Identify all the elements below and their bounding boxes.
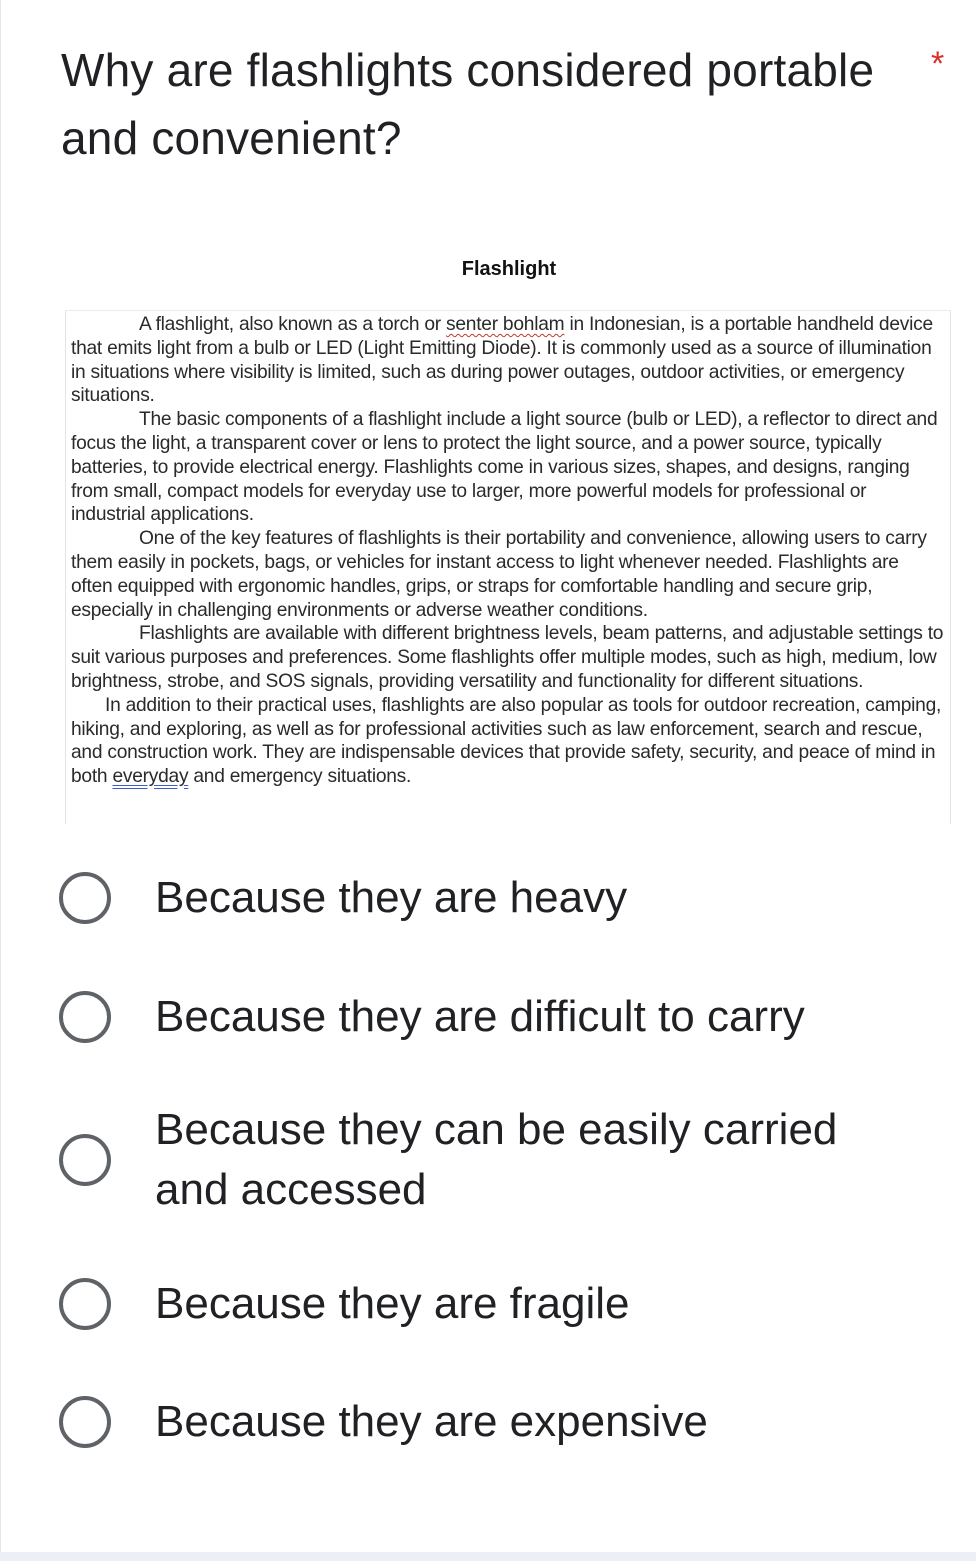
paragraph-text: A flashlight, also known as a torch or — [139, 314, 447, 335]
document-paragraph: Flashlights are available with different brightness levels, beam patterns, and adjustable settings to suit various purposes and preferences. Some flashlights offer multiple modes, such as high, medium, low brightness, strobe, and SOS signals, providing versatility and functionality for different situations. — [71, 623, 944, 692]
option-heavy[interactable] — [59, 868, 939, 928]
page-bottom-edge — [0, 1552, 976, 1561]
document-title: Flashlight — [461, 258, 557, 280]
option-easily-carried[interactable] — [59, 1100, 939, 1220]
option-label[interactable]: Because they are expensive — [155, 1397, 708, 1446]
paragraph-text: and emergency situations. — [188, 766, 412, 788]
document-paragraph: The basic components of a flashlight include a light source (bulb or LED), a reflector to direct and focus the light, a transparent cover or lens to protect the light source, and a power source, typically batteries, to provide electrical energy. Flashlights come in various sizes, shapes, and designs, ranging from small, compact models for everyday use to larger, more powerful models for professional or industrial applications. — [71, 409, 938, 526]
option-fragile[interactable] — [59, 1274, 939, 1334]
required-asterisk: * — [931, 45, 945, 83]
option-label[interactable]: Because they are difficult to carry — [155, 992, 805, 1041]
question-image — [65, 250, 953, 824]
paragraph-text: in Indonesian, is a portable handheld device that emits light from a bulb or LED (Light Emitting Diode). It is commonly used as a source of illumination in situations where visibility is limited, such as during power outages, outdoor activities, or emergency situations. — [71, 314, 933, 407]
radio-button[interactable] — [59, 872, 111, 924]
radio-button[interactable] — [59, 1278, 111, 1330]
document-paragraph: One of the key features of flashlights is their portability and convenience, allowing users to carry them easily in pockets, bags, or vehicles for instant access to light whenever needed. Flashlights are often equipped with ergonomic handles, grips, or straps for comfortable handling and secure grip, especially in challenging environments or adverse weather conditions. — [71, 528, 927, 621]
document-paragraph — [71, 313, 944, 408]
radio-button[interactable] — [59, 991, 111, 1043]
misspelled-word: senter bohlam — [446, 314, 565, 335]
option-label[interactable]: Because they are heavy — [155, 873, 628, 922]
underlined-word: everyday — [112, 766, 189, 788]
document-paragraph — [71, 694, 944, 789]
document-body — [65, 310, 951, 824]
question-title: Why are flashlights considered portable and convenient? — [61, 44, 875, 164]
paragraph-text: In addition to their practical uses, flashlights are also popular as tools for outdoor recreation, camping, hiking, and exploring, as well as for professional activities such as law enforcement, search and rescue, and construction work. They are indispensable devices that provide safety, security, and peace of mind in both — [71, 694, 942, 788]
option-label[interactable]: Because they are fragile — [155, 1279, 630, 1328]
radio-button[interactable] — [59, 1396, 111, 1448]
option-difficult-to-carry[interactable] — [59, 987, 939, 1047]
radio-button[interactable] — [59, 1134, 111, 1186]
option-expensive[interactable] — [59, 1392, 939, 1452]
option-label[interactable]: Because they can be easily carried and accessed — [155, 1105, 838, 1214]
